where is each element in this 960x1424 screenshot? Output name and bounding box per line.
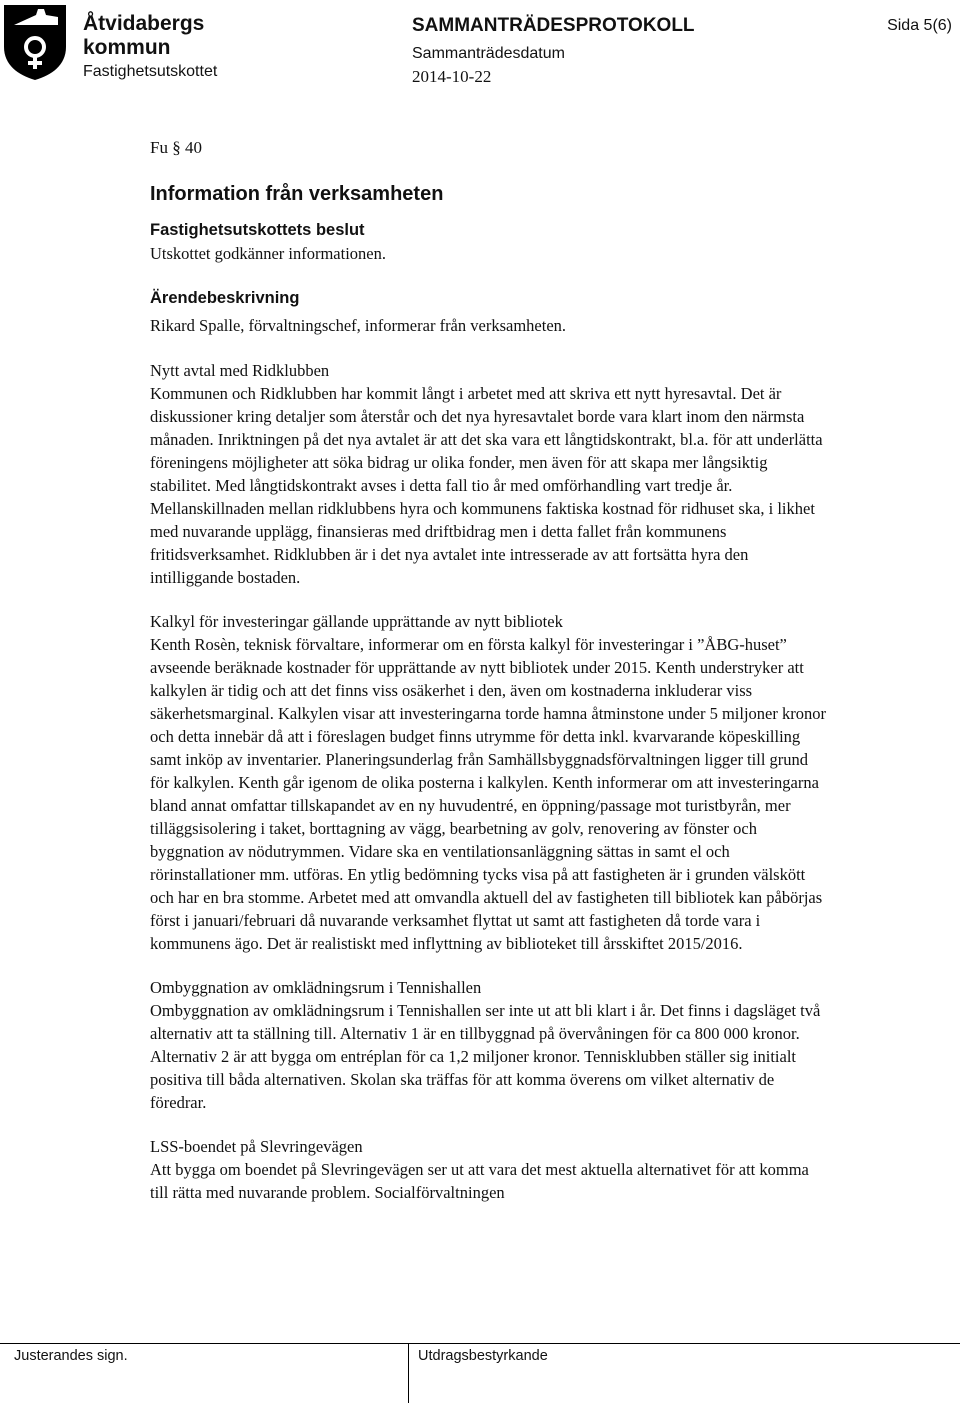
municipal-coat-of-arms-icon (2, 3, 68, 81)
section-title: Information från verksamheten (150, 183, 444, 205)
footer-certification-label: Utdragsbestyrkande (418, 1348, 548, 1364)
decision-text: Utskottet godkänner informationen. (150, 244, 386, 263)
organization-unit: Fastighetsutskottet (83, 63, 218, 80)
topic-title: LSS-boendet på Slevringevägen (150, 1137, 363, 1156)
topic-tennishallen (150, 976, 830, 1114)
meeting-date-label: Sammanträdesdatum (412, 45, 565, 62)
description-heading: Ärendebeskrivning (150, 289, 300, 307)
topic-title: Ombyggnation av omklädningsrum i Tennishallen (150, 978, 482, 997)
topic-title: Kalkyl för investeringar gällande upprättande av nytt bibliotek (150, 612, 563, 631)
footer-divider-line (0, 1343, 960, 1344)
footer-column-divider (408, 1343, 409, 1403)
topic-ridklubben (150, 359, 830, 589)
footer-signature-label: Justerandes sign. (14, 1348, 128, 1364)
document-type: SAMMANTRÄDESPROTOKOLL (412, 15, 695, 36)
meeting-date-value: 2014-10-22 (412, 67, 492, 86)
topic-title: Nytt avtal med Ridklubben (150, 361, 330, 380)
topic-lss-boendet (150, 1135, 830, 1204)
protocol-content (150, 136, 830, 1204)
decision-heading: Fastighetsutskottets beslut (150, 221, 365, 239)
description-text: Rikard Spalle, förvaltningschef, informerar från verksamheten. (150, 316, 567, 335)
topic-bibliotek (150, 610, 830, 955)
topic-body: Att bygga om boendet på Slevringevägen ser ut att vara det mest aktuella alternativet för att komma till rätta med nuvarande problem. Socialförvaltningen (150, 1160, 809, 1202)
topic-body: Kommunen och Ridklubben har kommit långt i arbetet med att skriva ett nytt hyresavtal. Det är diskussioner kring detaljer som återstår och det nya hyresavtalet borde vara klart inom den närmsta månaden. Inriktningen på det nya avtalet är att det ska vara ett långtidskontrakt, bl.a. för att underlätta föreningens möjligheter att söka bidrag ur olika fonder, men även för att skapa mer långsiktig stabilitet. Med långtidskontrakt avses i detta fall tio år med omförhandling vart tredje år. Mellanskillnaden mellan ridklubbens hyra och kommunens faktiska kostnad för ridhuset ska, i likhet med nuvarande upplägg, finansieras med driftbidrag men i detta fallet från kommunens fritidsverksamhet. Ridklubben är i det nya avtalet inte intresserade av att fortsätta hyra den intilliggande bostaden. (150, 384, 823, 587)
topic-body: Kenth Rosèn, teknisk förvaltare, informerar om en första kalkyl för investeringar i ”ÅBG-huset” avseende beräknade kostnader för upprättande av nytt bibliotek under 2015. Kenth understryker att kalkylen är tidig och att det finns viss osäkerhet i den, även om kostnaderna inkluderar viss säkerhetsmarginal. Kalkylen visar att investeringarna torde hamna åtminstone under 5 miljoner kronor och detta innebär då att i föreslagen budget finns utrymme för detta inkl. kvarvarande köpeskilling samt inköp av inventarier. Planeringsunderlag från Samhällsbyggnadsförvaltningen ligger till grund för kalkylen. Kenth går igenom de olika posterna i kalkylen. Kenth informerar om att investeringarna bland annat omfattar tillskapandet av en ny huvudentré, en öppning/passage mot turistbyrån, mer tilläggsisolering i taket, borttagning av vägg, bearbetning av golv, renovering av fönster och byggnation av nödutrymmen. Vidare ska en ventilationsanläggning sättas in samt el och rörinstallationer mm. utföras. En ytlig bedömning tycks visa på att fastigheten är i grunden välskött och har en bra stomme. Arbetet med att omvandla aktuell del av fastigheten till bibliotek kan påbörjas först i januari/februari då nuvarande verksamhet flyttat ut samt att fastigheten då torde vara i kommunens ägo. Det är realistiskt med inflyttning av biblioteket till årsskiftet 2015/2016. (150, 635, 826, 953)
topic-body: Ombyggnation av omklädningsrum i Tennishallen ser inte ut att bli klart i år. Det finns i dagsläget två alternativ att ta ställning till. Alternativ 1 är en tillbyggnad på övervåningen för ca 800 000 kronor. Alternativ 2 är att bygga om entréplan för ca 1,2 miljoner kronor. Tennisklubben ställer sig initialt positiva till båda alternativen. Skolan ska träffas för att komma överens om vilket alternativ de föredrar. (150, 1001, 821, 1112)
organization-name: Åtvidabergs kommun (83, 12, 205, 59)
section-number: Fu § 40 (150, 138, 202, 157)
page-number: Sida 5(6) (887, 17, 952, 34)
